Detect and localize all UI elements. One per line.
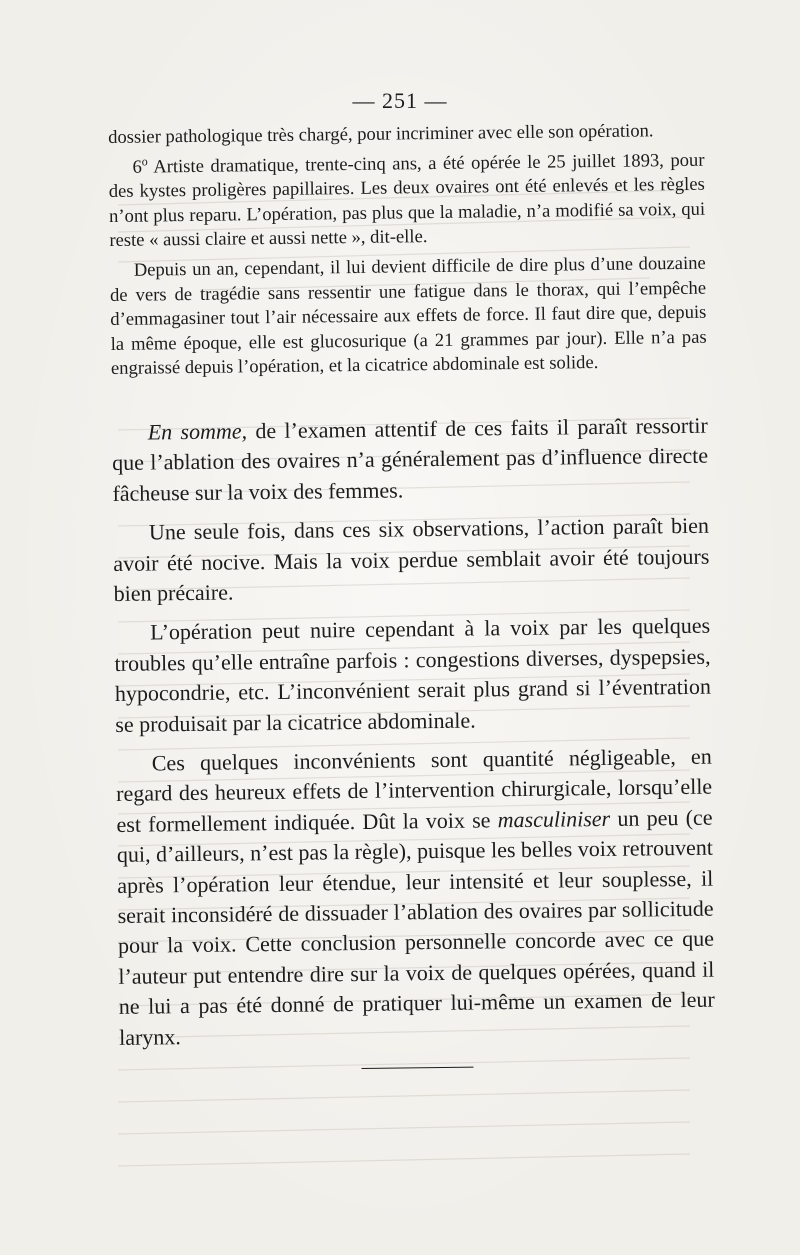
small-text-section bbox=[108, 119, 707, 382]
paragraph bbox=[108, 148, 705, 254]
paragraph bbox=[116, 742, 716, 1053]
text-run: Depuis un an, cependant, il lui devient difficile de dire plus d’une douzaine de vers de tragédie sans ressentir une fatigue dans le thorax, qui l’empêche d’emmagasiner tout l’air nécessaire aux effets de force. Il faut dire que, depuis la même époque, elle est glucosurique (a 21 grammes par jour). Elle n’a pas engraissé depuis l’opération, et la cicatrice abdominale est solide. bbox=[109, 252, 707, 380]
text-block bbox=[108, 119, 716, 1072]
paragraph bbox=[113, 511, 710, 609]
page-number: — 251 — bbox=[352, 88, 448, 113]
text-run: de l’examen attentif de ces faits il paraît ressortir que l’ablation des ovaires n’a généralement pas d’influence directe fâcheuse sur la voix des femmes. bbox=[111, 412, 709, 506]
italic-run: masculiniser bbox=[497, 805, 611, 833]
paragraph bbox=[108, 119, 704, 151]
superscript: o bbox=[141, 153, 148, 168]
paragraph bbox=[110, 252, 707, 382]
text-run: Une seule fois, dans ces six observations, l’action paraît bien avoir été nocive. Mais la voix perdue semblait avoir été toujours bien précaire. bbox=[113, 512, 710, 606]
large-text-section bbox=[112, 411, 716, 1053]
text-run: un peu (ce qui, d’ailleurs, n’est pas la règle), puisque les belles voix retrouvent après l’opération leur étendue, leur intensité et leur souplesse, il serait inconsidéré de dissuader l’ablation des ovaires par sollicitude pour la voix. Cette conclusion personnelle concorde avec ce que l’auteur put entendre dire sur la voix de quelques opérées, quand il ne lui a pas été donné de pratiquer lui-même un examen de leur larynx. bbox=[116, 804, 715, 1050]
text-run: L’opération peut nuire cependant à la voix par les quelques troubles qu’elle entraîne parfois : congestions diverses, dyspepsies, hypocondrie, etc. L’inconvénient serait plus grand si l’éventration se produisait par la cicatrice abdominale. bbox=[114, 613, 712, 737]
text-run: Ces quelques inconvénients sont quantité négligeable, en regard des heureux effets de l’intervention chirurgicale, lorsqu’elle est formellement indiquée. Dût la voix se bbox=[116, 743, 713, 837]
text-run: dossier pathologique très chargé, pour incriminer avec elle son opération. bbox=[108, 120, 654, 148]
text-run: 6 bbox=[132, 156, 142, 178]
paragraph bbox=[112, 411, 709, 509]
italic-run: En somme, bbox=[147, 418, 248, 445]
paragraph bbox=[114, 611, 711, 740]
text-run: Artiste dramatique, trente-cinq ans, a été opérée le 25 juillet 1893, pour des kystes proligères papillaires. Les deux ovaires ont été enlevés et les règles n’ont plus reparu. L’opération, pas plus que la maladie, n’a modifié sa voix, qui reste « aussi claire et aussi nette », dit-elle. bbox=[108, 149, 706, 252]
end-rule bbox=[362, 1067, 474, 1069]
